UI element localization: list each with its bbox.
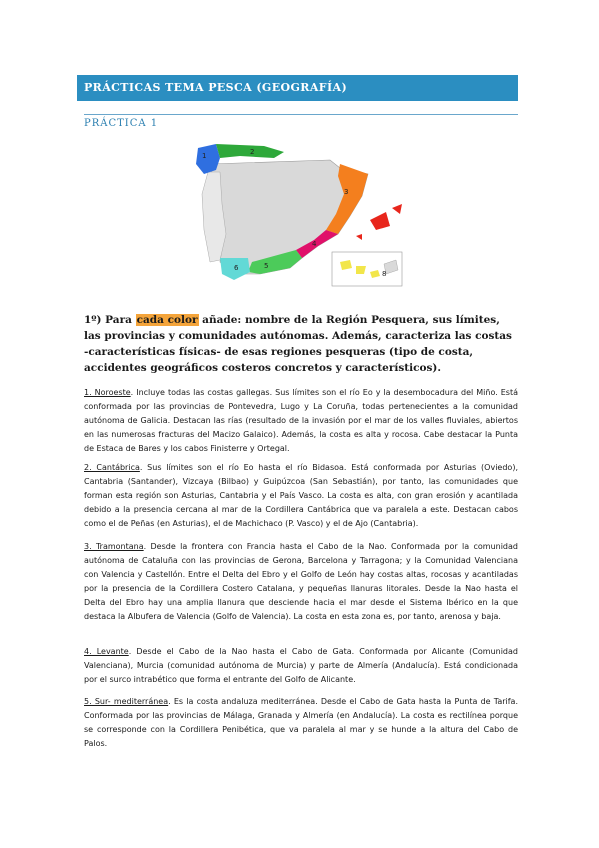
question-rest: añade: nombre de la Región Pesquera, sus límites, las provincias y comunidades autónomas. Además, caracteriza las costas -características físicas- de esas regiones pesqueras (tipo de costa, accidentes geográficos costeros concretos y característicos). (84, 314, 512, 374)
section-title: PRÁCTICA 1 (84, 118, 159, 129)
paragraph-body: . Desde el Cabo de la Nao hasta el Cabo de Gata. Conformada por Alicante (Comunidad Valenciana), Murcia (comunidad autónoma de Murcia) y parte de Almería (Andalucía). Está condicionada por el surco intrabético que forma el entrante del Golfo de Alicante. (84, 647, 518, 684)
paragraph-lead: 5. Sur- mediterránea (84, 697, 169, 706)
paragraph-lead: 4. Levante (84, 647, 129, 656)
paragraph-body: . Desde la frontera con Francia hasta el Cabo de la Nao. Conformada por la comunidad autónoma de Cataluña con las provincias de Gerona, Barcelona y Tarragona; y la Comunidad Valenciana con Valencia y Castellón. Entre el Delta del Ebro y el Golfo de León hay costas altas, rocosas y acantiladas por la presencia de la Cordillera Costero Catalana, y pequeñas llanuras litorales. Desde la Nao hasta el Delta del Ebro hay una amplia llanura que desciende hacia el mar desde el Sistema Ibérico en la que destaca la Albufera de Valencia (Golfo de Valencia). La costa en esta zona es, por tanto, arenosa y baja. (84, 542, 518, 621)
map-label-3: 3 (344, 188, 349, 196)
page-title: PRÁCTICAS TEMA PESCA (GEOGRAFÍA) (84, 81, 348, 94)
paragraph-body: . Sus límites son el río Eo hasta el río Bidasoa. Está conformada por Asturias (Oviedo), Cantabria (Santander), Vizcaya (Bilbao) y Guipúzcoa (San Sebastián), por tanto, las comunidades que forman esta región son Asturias, Cantabria y el País Vasco. La costa es alta, con gran erosión y acantilada debido a la presencia cercana al mar de la Cordillera Cantábrica que va paralela a este. Destacan cabos como el de Peñas (en Asturias), el de Machichaco (P. Vasco) y el de Ajo (Cantabria). (84, 463, 518, 528)
map-label-2: 2 (250, 148, 255, 156)
paragraph-sur-mediterranea (84, 695, 518, 751)
question-highlight: cada color (136, 314, 198, 326)
spain-fishing-regions-map (190, 134, 406, 300)
paragraph-body: . Es la costa andaluza mediterránea. Desde el Cabo de Gata hasta la Punta de Tarifa. Conformada por las provincias de Málaga, Granada y Almería (en Andalucía). La costa es rectilínea porque se corresponde con la Cordillera Penibética, que va paralela al mar y se hunde a la altura del Cabo de Palos. (84, 697, 518, 748)
exercise-question (84, 312, 518, 376)
paragraph-lead: 2. Cantábrica (84, 463, 140, 472)
paragraph-lead: 3. Tramontana (84, 542, 144, 551)
map-label-4: 4 (312, 240, 317, 248)
paragraph-lead: 1. Noroeste (84, 388, 131, 397)
paragraph-levante (84, 645, 518, 687)
paragraph-body: . Incluye todas las costas gallegas. Sus límites son el río Eo y la desembocadura del Miño. Está conformada por las provincias de Pontevedra, Lugo y La Coruña, todas pertenecientes a la comunidad autónoma de Galicia. Destacan las rías (resultado de la invasión por el mar de los valles fluviales, abiertos en las numerosas fracturas del Macizo Galaico). Además, la costa es alta y rocosa. Cabe destacar la Punta de Estaca de Bares y los cabos Finisterre y Ortegal. (84, 388, 519, 453)
map-label-5: 5 (264, 262, 269, 270)
map-label-1: 1 (202, 152, 207, 160)
paragraph-tramontana (84, 540, 518, 624)
map-label-6: 6 (234, 264, 239, 272)
paragraph-cantabrica (84, 461, 518, 531)
question-prefix: 1º) Para (84, 314, 136, 326)
section-divider (84, 114, 518, 115)
map-label-8: 8 (382, 270, 387, 278)
paragraph-noroeste (84, 386, 518, 456)
page-title-banner (77, 75, 518, 101)
